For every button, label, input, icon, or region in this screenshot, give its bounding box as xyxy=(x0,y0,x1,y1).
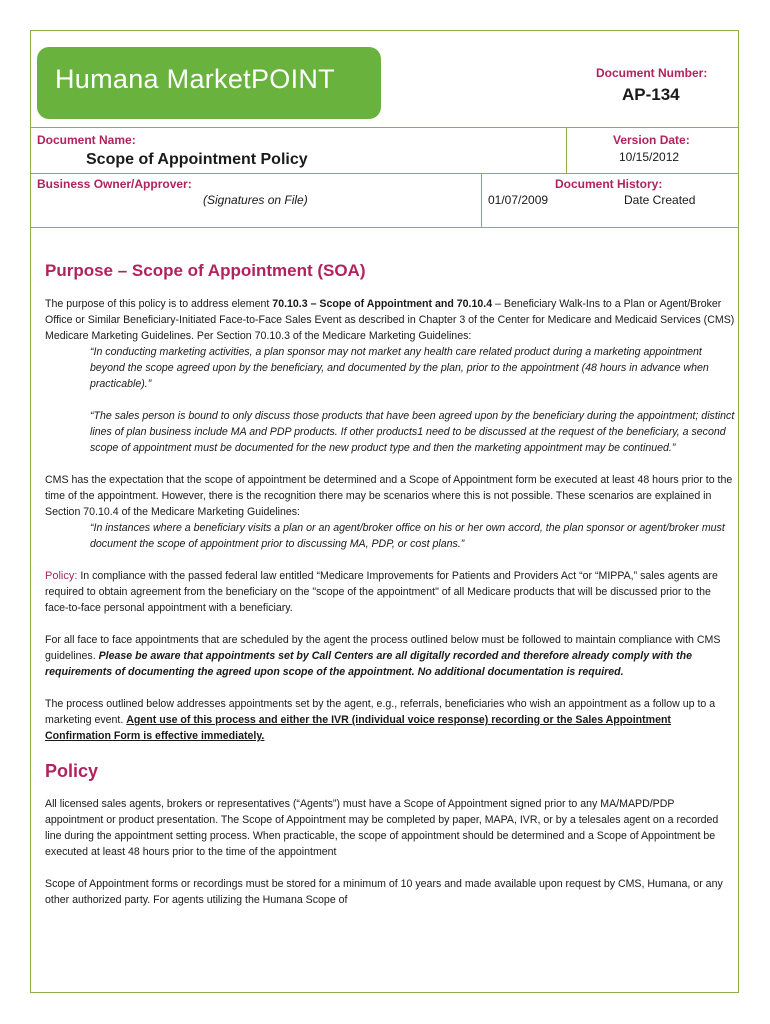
agent-process-paragraph xyxy=(45,696,735,744)
cms-expectation-paragraph: CMS has the expectation that the scope of appointment be determined and a Scope of Appointment form be executed at least 48 hours prior to the time of the appointment. However, there is the recognition there may be scenarios where this is not possible. These scenarios are explained in Section 70.10.4 of the Medicare Marketing Guidelines: xyxy=(45,474,733,518)
quote-70-10-4: “In instances where a beneficiary visits a plan or an agent/broker office on his or her own accord, the plan sponsor or agent/broker must document the scope of appointment prior to discussing MA, PDP, or cost plans.” xyxy=(90,522,725,550)
p1-text-c: – Beneficiary Walk-Ins to a Plan or Agent/Broker Office or Similar Beneficiary-Initiated Face-to-Face Sales Event as described in Chapter 3 of the Center for Medicare and Medicaid Services (CMS) Medicare Marketing Guidelines. Per Section 70.10.3 of the Medicare Marketing Guidelines: xyxy=(45,298,735,342)
policy-inline-label: Policy: xyxy=(45,570,78,582)
document-number-label: Document Number: xyxy=(596,66,708,80)
document-history-label: Document History: xyxy=(555,177,663,191)
p4-text: For all face to face appointments that are scheduled by the agent the process outlined below must be followed to maintain compliance with CMS guidelines. xyxy=(45,634,721,662)
p4-bold-italic: Please be aware that appointments set by Call Centers are all digitally recorded and therefore already comply with the requirements of documenting the agreed upon scope of the appointment. No additional documentation is required. xyxy=(45,650,693,678)
policy-paragraph-1: All licensed sales agents, brokers or representatives (“Agents”) must have a Scope of Appointment signed prior to any MA/MAPD/PDP appointment or product presentation. The Scope of Appointment may be completed by paper, MAPA, IVR, or by a telesales agent on a recorded line during the appointment setting process. When practicable, the scope of appointment should be determined and a Scope of Appointment be executed at least 48 hours prior to the time of the appointment xyxy=(45,798,719,858)
business-owner-label: Business Owner/Approver: xyxy=(37,177,192,191)
mippa-text: In compliance with the passed federal law entitled “Medicare Improvements for Patients and Providers Act “or “MIPPA,” sales agents are required to obtain agreement from the beneficiary on the "scope of the appointment" of all Medicare products that will be discussed prior to the face-to-face personal appointment with a beneficiary. xyxy=(45,570,718,614)
header-divider-2 xyxy=(31,173,738,174)
face-to-face-paragraph xyxy=(45,632,735,680)
quote-70-10-3-a: “In conducting marketing activities, a plan sponsor may not market any health care related product during a marketing appointment beyond the scope agreed upon by the beneficiary, and documented by the plan, prior to the appointment (48 hours in advance when practicable).” xyxy=(90,346,709,390)
p5-bold-underline: Agent use of this process and either the IVR (individual voice response) recording or the Sales Appointment Confirmation Form is effective immediately. xyxy=(45,714,671,742)
p1-text-a: The purpose of this policy is to address element xyxy=(45,298,273,310)
policy-heading: Policy xyxy=(45,761,99,781)
p1-bold-elements: 70.10.3 – Scope of Appointment and 70.10.4 xyxy=(272,298,493,310)
version-date-label: Version Date: xyxy=(613,133,690,147)
version-date: 10/15/2012 xyxy=(619,150,680,164)
quote-70-10-3-b: “The sales person is bound to only discuss those products that have been agreed upon by the beneficiary during the appointment; distinct lines of plan business include MA and PDP products. If other products1 need to be discussed at the request of the beneficiary, a second scope of appointment must be documented for the new product type and then the marketing appointment may be continued.” xyxy=(90,410,735,454)
mippa-paragraph xyxy=(45,568,735,616)
header-divider-3 xyxy=(31,227,738,228)
history-description: Date Created xyxy=(624,193,696,207)
document-number: AP-134 xyxy=(622,85,680,104)
document-name-label: Document Name: xyxy=(37,133,136,147)
document-body xyxy=(45,260,735,924)
header-divider-1 xyxy=(31,127,738,128)
purpose-paragraph xyxy=(45,296,735,344)
header-vdivider-2 xyxy=(481,173,482,227)
document-name: Scope of Appointment Policy xyxy=(86,151,308,168)
humana-marketpoint-logo xyxy=(37,47,381,119)
logo-text: Humana MarketPOINT xyxy=(55,64,335,94)
header-vdivider-1 xyxy=(566,127,567,173)
policy-paragraph-2: Scope of Appointment forms or recordings must be stored for a minimum of 10 years and made available upon request by CMS, Humana, or any other authorized party. For agents utilizing the Humana Scope of xyxy=(45,878,723,906)
signatures-on-file: (Signatures on File) xyxy=(203,193,308,207)
history-date: 01/07/2009 xyxy=(488,193,549,207)
purpose-heading: Purpose – Scope of Appointment (SOA) xyxy=(45,261,366,280)
p5-text: The process outlined below addresses appointments set by the agent, e.g., referrals, beneficiaries who wish an appointment as a follow up to a marketing event. xyxy=(45,698,716,726)
